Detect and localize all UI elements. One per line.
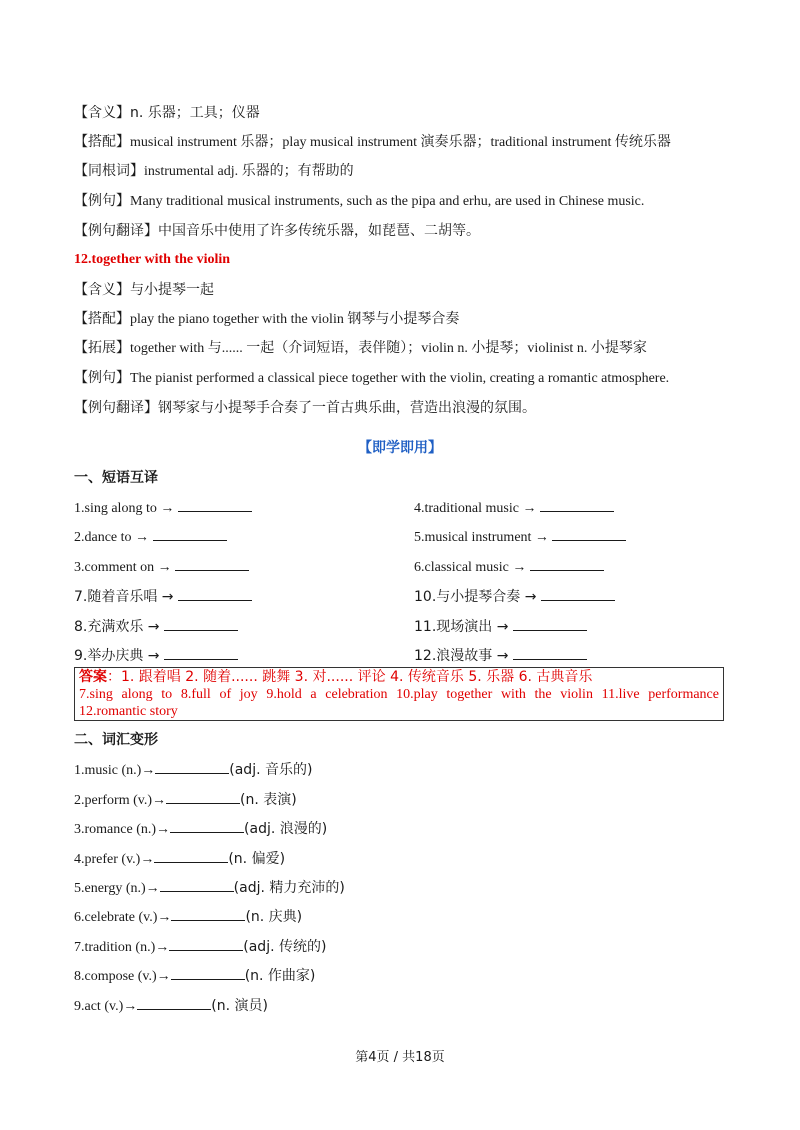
answer-blank[interactable] [513, 645, 587, 660]
part1-heading: 一、短语互译 [74, 470, 158, 486]
entry12-collocation: 【搭配】play the piano together with the violin 钢琴与小提琴合奏 [74, 312, 460, 327]
entry12-translation: 【例句翻译】钢琴家与小提琴手合奏了一首古典乐曲，营造出浪漫的氛围。 [74, 400, 536, 416]
phrase-item: 4.traditional music → [414, 497, 614, 519]
answer-label: 答案 [79, 669, 107, 685]
answer-blank[interactable] [171, 906, 245, 921]
answer-blank[interactable] [513, 616, 587, 631]
entry11-translation: 【例句翻译】中国音乐中使用了许多传统乐器，如琵琶、二胡等。 [74, 223, 480, 239]
answer-blank[interactable] [153, 526, 227, 541]
answer-blank[interactable] [164, 645, 238, 660]
answer-blank[interactable] [155, 759, 229, 774]
vocab-item: 2.perform (v.)→ (n. 表演) [74, 789, 297, 811]
vocab-item: 1.music (n.)→ (adj. 音乐的) [74, 759, 312, 781]
phrase-item: 1.sing along to → [74, 497, 252, 519]
entry11-example: 【例句】Many traditional musical instruments, such as the pipa and erhu, are used in Chinese music. [74, 194, 645, 209]
answer-blank[interactable] [175, 556, 249, 571]
answer-line-1: 答案：1. 跟着唱 2. 随着...... 跳舞 3. 对...... 评论 4. 传统音乐 5. 乐器 6. 古典音乐 [79, 669, 593, 685]
answer-blank[interactable] [154, 848, 228, 863]
entry12-example: 【例句】The pianist performed a classical piece together with the violin, creating a romantic atmosphere. [74, 371, 670, 386]
answer-blank[interactable] [178, 497, 252, 512]
entry11-meaning: 【含义】n. 乐器；工具；仪器 [74, 105, 260, 121]
answer-blank[interactable] [540, 497, 614, 512]
phrase-item: 10.与小提琴合奏 → [414, 586, 615, 607]
phrase-item: 3.comment on → [74, 556, 249, 578]
answer-blank[interactable] [178, 586, 252, 601]
answer-blank[interactable] [164, 616, 238, 631]
page-number: 第4页 / 共18页 [355, 1050, 445, 1065]
answer-blank[interactable] [541, 586, 615, 601]
vocab-item: 4.prefer (v.)→ (n. 偏爱) [74, 848, 285, 870]
vocab-item: 7.tradition (n.)→ (adj. 传统的) [74, 936, 326, 958]
answer-blank[interactable] [169, 936, 243, 951]
answer-blank[interactable] [171, 965, 245, 980]
entry12-meaning: 【含义】与小提琴一起 [74, 282, 214, 298]
answer-blank[interactable] [137, 995, 211, 1010]
entry11-collocation: 【搭配】musical instrument 乐器；play musical instrument 演奏乐器；traditional instrument 传统乐器 [74, 135, 671, 150]
answer-line-2: 7.sing along to 8.full of joy 9.hold a celebration 10.play together with the violin 11.live performance [79, 687, 719, 702]
answer-line-3: 12.romantic story [79, 704, 178, 719]
answer-blank[interactable] [160, 877, 234, 892]
vocab-item: 9.act (v.)→ (n. 演员) [74, 995, 268, 1017]
entry12-heading: 12.together with the violin [74, 252, 231, 267]
section-title: 【即学即用】 [358, 440, 442, 456]
vocab-item: 8.compose (v.)→ (n. 作曲家) [74, 965, 315, 987]
phrase-item: 9.举办庆典 → [74, 645, 238, 666]
vocab-item: 6.celebrate (v.)→ (n. 庆典) [74, 906, 302, 928]
phrase-item: 2.dance to → [74, 526, 227, 548]
answer-blank[interactable] [530, 556, 604, 571]
phrase-item: 11.现场演出 → [414, 616, 587, 637]
answer-blank[interactable] [552, 526, 626, 541]
phrase-item: 12.浪漫故事 → [414, 645, 587, 666]
phrase-item: 6.classical music → [414, 556, 604, 578]
vocab-item: 3.romance (n.)→ (adj. 浪漫的) [74, 818, 327, 840]
phrase-item: 7.随着音乐唱 → [74, 586, 252, 607]
phrase-item: 8.充满欢乐 → [74, 616, 238, 637]
phrase-item: 5.musical instrument → [414, 526, 626, 548]
answer-box [74, 667, 724, 721]
answer-blank[interactable] [166, 789, 240, 804]
part2-heading: 二、词汇变形 [74, 732, 158, 748]
answer-blank[interactable] [170, 818, 244, 833]
vocab-item: 5.energy (n.)→ (adj. 精力充沛的) [74, 877, 345, 899]
entry12-extension: 【拓展】together with 与...... 一起（介词短语，表伴随）；violin n. 小提琴；violinist n. 小提琴家 [74, 341, 647, 356]
entry11-cognate: 【同根词】instrumental adj. 乐器的；有帮助的 [74, 164, 354, 179]
